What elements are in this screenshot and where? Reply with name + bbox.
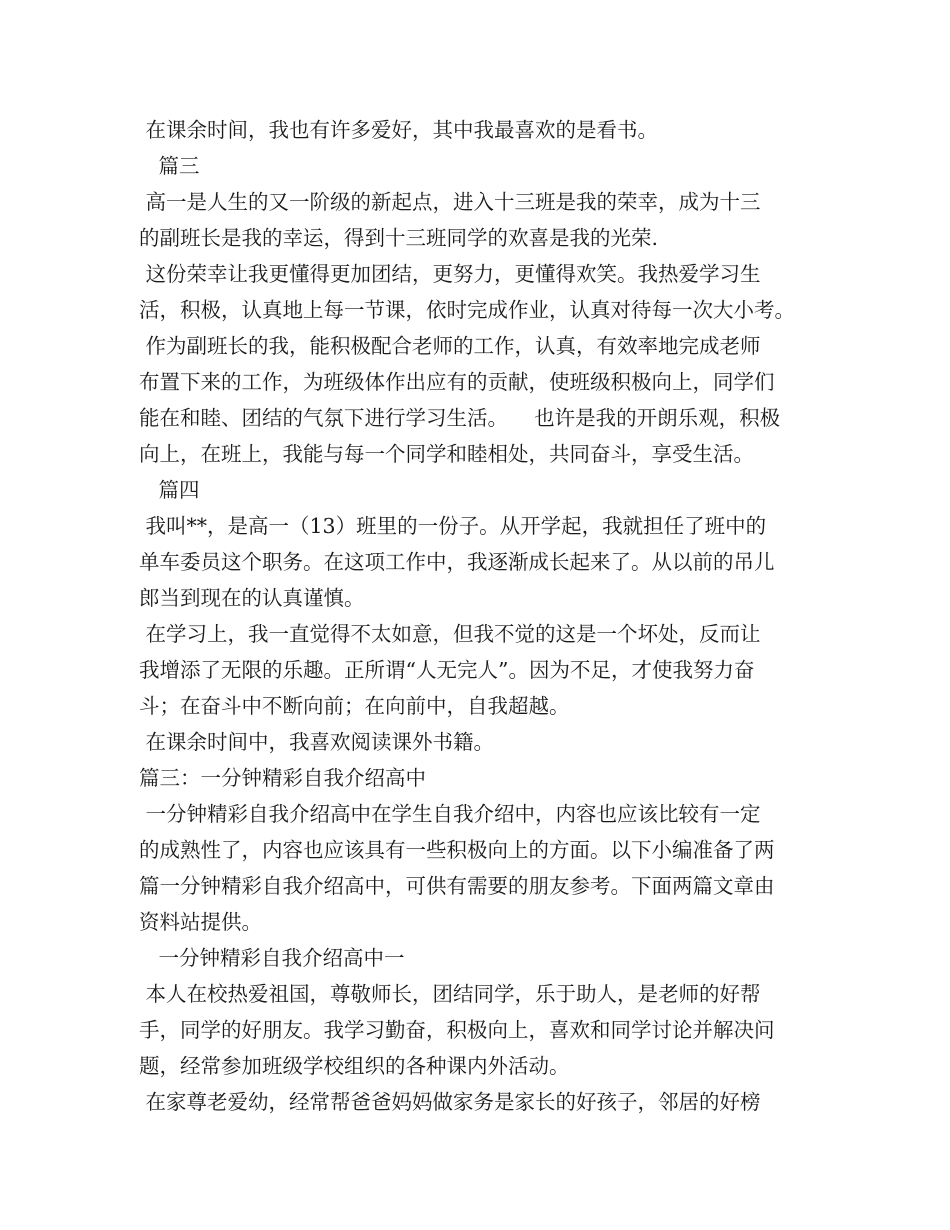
paragraph-line: 活，积极，认真地上每一节课，依时完成作业，认真对待每一次大小考。 xyxy=(139,298,795,322)
section-heading: 一分钟精彩自我介绍高中一 xyxy=(139,946,405,970)
paragraph-line: 我增添了无限的乐趣。正所谓“人无完人”。因为不足，才使我努力奋 xyxy=(139,658,755,682)
section-heading: 篇四 xyxy=(139,478,200,502)
paragraph-line: 郎当到现在的认真谨慎。 xyxy=(139,586,365,610)
paragraph-line: 在课余时间，我也有许多爱好，其中我最喜欢的是看书。 xyxy=(139,118,659,142)
paragraph-line: 本人在校热爱祖国，尊敬师长，团结同学，乐于助人，是老师的好帮 xyxy=(139,982,761,1006)
paragraph-line: 一分钟精彩自我介绍高中在学生自我介绍中，内容也应该比较有一定 xyxy=(139,802,761,826)
paragraph-line: 在学习上，我一直觉得不太如意，但我不觉的这是一个坏处，反而让 xyxy=(139,622,761,646)
paragraph-line: 的副班长是我的幸运，得到十三班同学的欢喜是我的光荣. xyxy=(139,226,659,250)
paragraph-line: 向上，在班上，我能与每一个同学和睦相处，共同奋斗，享受生活。 xyxy=(139,442,754,466)
paragraph-line: 单车委员这个职务。在这项工作中，我逐渐成长起来了。从以前的吊儿 xyxy=(139,550,775,574)
paragraph-line: 这份荣幸让我更懂得更加团结，更努力，更懂得欢笑。我热爱学习生 xyxy=(139,262,761,286)
paragraph-line: 题，经常参加班级学校组织的各种课内外活动。 xyxy=(139,1054,570,1078)
paragraph-line: 资料站提供。 xyxy=(139,910,262,934)
paragraph-line: 的成熟性了，内容也应该具有一些积极向上的方面。以下小编准备了两 xyxy=(139,838,775,862)
section-heading: 篇三：一分钟精彩自我介绍高中 xyxy=(139,766,426,790)
paragraph-line: 斗；在奋斗中不断向前；在向前中，自我超越。 xyxy=(139,694,570,718)
paragraph-line: 高一是人生的又一阶级的新起点，进入十三班是我的荣幸，成为十三 xyxy=(139,190,761,214)
section-heading: 篇三 xyxy=(139,154,200,178)
paragraph-line: 手，同学的好朋友。我学习勤奋，积极向上，喜欢和同学讨论并解决问 xyxy=(139,1018,775,1042)
paragraph-line: 在课余时间中，我喜欢阅读课外书籍。 xyxy=(139,730,495,754)
paragraph-line: 作为副班长的我，能积极配合老师的工作，认真，有效率地完成老师 xyxy=(139,334,761,358)
paragraph-line: 我叫**，是高一（13）班里的一份子。从开学起，我就担任了班中的 xyxy=(139,514,767,538)
paragraph-line: 在家尊老爱幼，经常帮爸爸妈妈做家务是家长的好孩子，邻居的好榜 xyxy=(139,1090,761,1114)
paragraph-line: 能在和睦、团结的气氛下进行学习生活。 也许是我的开朗乐观，积极 xyxy=(139,406,781,430)
paragraph-line: 篇一分钟精彩自我介绍高中，可供有需要的朋友参考。下面两篇文章由 xyxy=(139,874,775,898)
paragraph-line: 布置下来的工作，为班级体作出应有的贡献，使班级积极向上，同学们 xyxy=(139,370,775,394)
